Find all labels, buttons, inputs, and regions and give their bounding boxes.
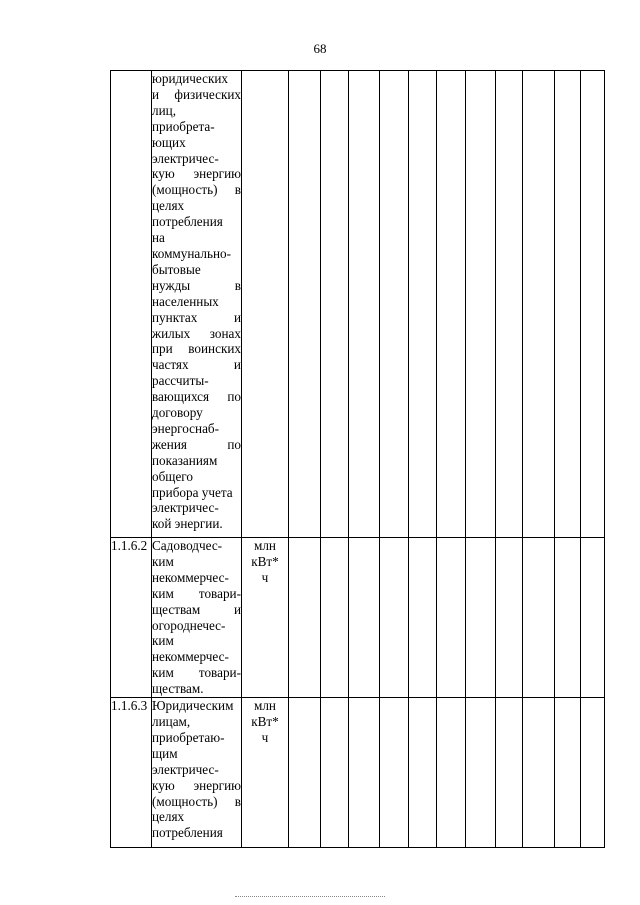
description-line: потребления: [152, 214, 223, 230]
value-cell: [289, 698, 321, 848]
description-line: Садоводчес-: [152, 538, 223, 553]
description-line: щим: [152, 745, 178, 761]
description-line: энергоснаб-: [152, 420, 220, 436]
description-line: лиц,: [152, 102, 176, 118]
unit-line: кВт*: [251, 713, 279, 729]
page-number: 68: [313, 41, 327, 56]
value-cell: [466, 698, 496, 848]
document-table: [110, 70, 605, 848]
description-line: при воинских: [152, 341, 241, 357]
table-row: [111, 71, 605, 538]
description-line: ществам.: [152, 681, 204, 697]
value-cell: [437, 698, 466, 848]
value-cell: [555, 538, 581, 698]
description-line: пунктах и: [152, 309, 241, 325]
description-line: некоммерчес-: [152, 569, 229, 585]
value-cell: [349, 538, 380, 698]
description-line: показаниям: [152, 452, 218, 468]
value-cell: [555, 698, 581, 848]
value-cell: [555, 71, 581, 538]
unit-line: ч: [261, 569, 269, 585]
bottom-rule: [235, 896, 385, 898]
description-line: ким: [152, 633, 174, 649]
value-cell: [581, 698, 605, 848]
value-cell: [380, 538, 409, 698]
description-line: жения по: [152, 436, 241, 452]
description-line: вающихся по: [152, 389, 241, 405]
description-line: на: [152, 230, 165, 246]
value-cell: [496, 538, 523, 698]
table-row: [111, 698, 605, 848]
description-line: приобретаю-: [152, 729, 225, 745]
unit-line: кВт*: [251, 553, 279, 569]
description-line: нужды в: [152, 277, 241, 293]
description-line: бытовые: [152, 261, 201, 277]
value-cell: [523, 698, 555, 848]
description-line: ким: [152, 553, 174, 569]
unit-line: млн: [254, 698, 276, 714]
row-description-cell: [152, 538, 242, 698]
description-line: кую энергию: [152, 777, 241, 793]
value-cell: [581, 538, 605, 698]
unit-cell: [242, 71, 289, 538]
value-cell: [581, 71, 605, 538]
row-description-cell: [152, 71, 242, 538]
description-line: частях и: [152, 357, 241, 373]
description-line: огороднечес-: [152, 617, 226, 633]
description-line: кой энергии.: [152, 516, 223, 532]
value-cell: [321, 538, 349, 698]
value-cell: [380, 698, 409, 848]
description-line: договору: [152, 405, 203, 421]
value-cell: [466, 538, 496, 698]
row-number-cell: 1.1.6.3: [111, 698, 152, 848]
description-line: ющих: [152, 134, 186, 150]
unit-line: ч: [261, 729, 269, 745]
value-cell: [321, 71, 349, 538]
description-line: рассчиты-: [152, 373, 209, 389]
description-line: лицам,: [152, 713, 191, 729]
table-row: [111, 538, 605, 698]
description-line: коммунально-: [152, 245, 232, 261]
value-cell: [437, 71, 466, 538]
description-line: и физических: [152, 86, 241, 102]
description-line: кую энергию: [152, 166, 241, 182]
description-line: ким товари-: [152, 585, 241, 601]
description-line: электричес-: [152, 500, 219, 516]
unit-cell: [242, 538, 289, 698]
value-cell: [496, 698, 523, 848]
description-line: Юридическим: [152, 698, 234, 714]
description-line: электричес-: [152, 761, 219, 777]
value-cell: [349, 698, 380, 848]
value-cell: [523, 538, 555, 698]
description-line: жилых зонах: [152, 325, 241, 341]
value-cell: [523, 71, 555, 538]
description-line: (мощность) в: [152, 793, 241, 809]
description-line: целях: [152, 809, 185, 825]
description-line: ществам и: [152, 601, 241, 617]
unit-cell: [242, 698, 289, 848]
value-cell: [409, 698, 437, 848]
description-line: электричес-: [152, 150, 219, 166]
description-line: общего: [152, 468, 193, 484]
description-line: прибора учета: [152, 484, 233, 500]
description-line: некоммерчес-: [152, 649, 229, 665]
row-number-cell: [111, 71, 152, 538]
row-number-cell: 1.1.6.2: [111, 538, 152, 698]
value-cell: [409, 71, 437, 538]
description-line: приобрета-: [152, 118, 215, 134]
value-cell: [496, 71, 523, 538]
value-cell: [289, 71, 321, 538]
value-cell: [349, 71, 380, 538]
description-line: населенных: [152, 293, 219, 309]
description-line: целях: [152, 198, 185, 214]
value-cell: [289, 538, 321, 698]
value-cell: [466, 71, 496, 538]
description-line: (мощность) в: [152, 182, 241, 198]
description-line: потребления: [152, 825, 223, 841]
value-cell: [380, 71, 409, 538]
description-line: юридических: [152, 71, 228, 86]
value-cell: [437, 538, 466, 698]
unit-line: млн: [254, 538, 276, 553]
description-line: ким товари-: [152, 665, 241, 681]
row-description-cell: [152, 698, 242, 848]
value-cell: [321, 698, 349, 848]
value-cell: [409, 538, 437, 698]
